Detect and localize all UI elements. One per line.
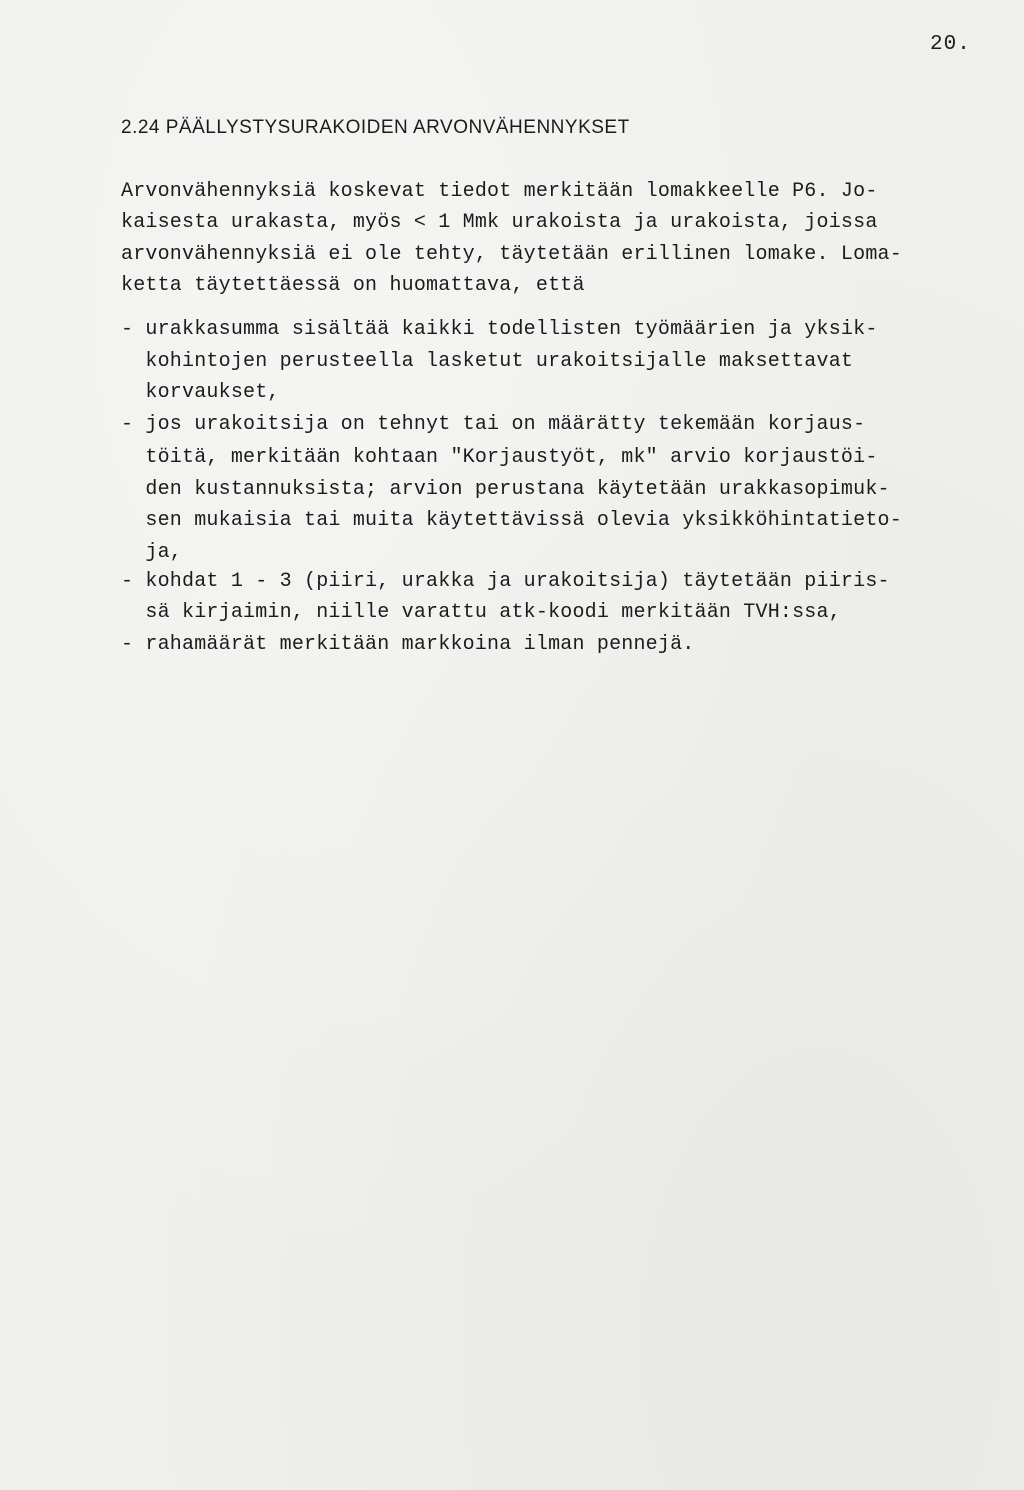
section-heading: 2.24 PÄÄLLYSTYSURAKOIDEN ARVONVÄHENNYKSET (121, 117, 630, 138)
page-number: 20. (930, 33, 971, 56)
list-line: korvaukset, (121, 381, 280, 404)
intro-line: ketta täytettäessä on huomattava, että (121, 274, 585, 297)
list-line: - jos urakoitsija on tehnyt tai on määrätty tekemään korjaus- (121, 413, 866, 436)
list-line: sä kirjaimin, niille varattu atk-koodi merkitään TVH:ssa, (121, 601, 841, 624)
list-line: - rahamäärät merkitään markkoina ilman pennejä. (121, 633, 695, 656)
intro-line: Arvonvähennyksiä koskevat tiedot merkitään lomakkeelle P6. Jo- (121, 180, 878, 203)
list-line: - urakkasumma sisältää kaikki todellisten työmäärien ja yksik- (121, 318, 878, 341)
list-line: töitä, merkitään kohtaan "Korjaustyöt, mk" arvio korjaustöi- (121, 446, 878, 469)
intro-line: kaisesta urakasta, myös < 1 Mmk urakoista ja urakoista, joissa (121, 211, 878, 234)
list-line: - kohdat 1 - 3 (piiri, urakka ja urakoitsija) täytetään piiris- (121, 570, 890, 593)
list-line: sen mukaisia tai muita käytettävissä olevia yksikköhintatieto- (121, 509, 902, 532)
intro-line: arvonvähennyksiä ei ole tehty, täytetään erillinen lomake. Loma- (121, 243, 902, 266)
list-line: kohintojen perusteella lasketut urakoitsijalle maksettavat (121, 350, 854, 373)
list-line: ja, (121, 541, 183, 564)
list-line: den kustannuksista; arvion perustana käytetään urakkasopimuk- (121, 478, 890, 501)
